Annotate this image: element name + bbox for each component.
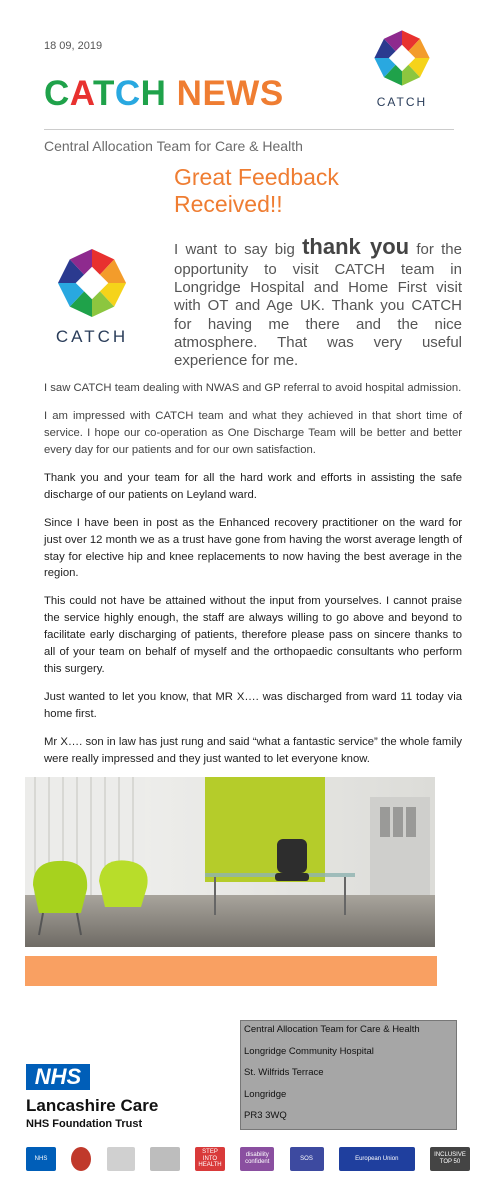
partner-logo: NHS (26, 1147, 56, 1171)
catch-polygon-icon (50, 246, 134, 320)
header-divider (44, 129, 454, 130)
nhs-badge: NHS (26, 1064, 90, 1090)
feedback-body (44, 380, 462, 779)
catch-logo-mid (50, 246, 134, 347)
title-letter: C (114, 74, 141, 113)
trust-subtitle: NHS Foundation Trust (26, 1118, 143, 1130)
title-letter: N (176, 74, 203, 113)
title-letter: H (140, 74, 167, 113)
title-letter: A (69, 74, 93, 113)
headline-line-2: Received!! (174, 191, 283, 218)
catch-logo-text: CATCH (376, 95, 428, 109)
address-line: Central Allocation Team for Care & Health (244, 1024, 420, 1035)
catch-logo-text: CATCH (55, 327, 129, 346)
quote-lead: I want to say big (174, 241, 303, 258)
quote-emphasis: thank you (302, 234, 410, 259)
subtitle: Central Allocation Team for Care & Health (44, 138, 303, 154)
paragraph: Mr X…. son in law has just rung and said “what a fantastic service” the whole family were really impressed and they just wanted to let everyone know. (44, 735, 462, 765)
partner-logo (107, 1147, 135, 1171)
title-letter: E (202, 74, 227, 113)
address-line: Longridge Community Hospital (244, 1045, 374, 1057)
partner-logo: SOS (290, 1147, 324, 1171)
trust-logo (26, 1064, 158, 1130)
paragraph: Just wanted to let you know, that MR X…. was discharged from ward 11 today via home first. (44, 691, 462, 720)
partner-logo: disability confident (240, 1147, 274, 1171)
partner-logo (150, 1147, 180, 1171)
paragraph: This could not have be attained without the input from yourselves. I cannot praise the service highly enough, the staff are always willing to go above and beyond to facilitate early discharging of patients, therefore please pass on sincere thanks to all of your team on behalf of myself and the orthopaedic consultants who perform this surgery. (44, 595, 462, 676)
partner-logo: INCLUSIVE TOP 50 (430, 1147, 470, 1171)
partner-logo: STEP INTO HEALTH (195, 1147, 225, 1171)
partner-logo: European Union (339, 1147, 415, 1171)
paragraph: I saw CATCH team dealing with NWAS and GP referral to avoid hospital admission. (44, 382, 462, 394)
title-letter: S (259, 74, 284, 113)
contact-address (240, 1020, 457, 1130)
paragraph: Since I have been in post as the Enhanced recovery practitioner on the ward for just over 12 month we as a trust have gone from having the worst average length of stay for elective hip and knee replacements to now having the best average in the region. (44, 516, 462, 580)
quote-rest: for the opportunity to visit CATCH team in Longridge Hospital and Home First visit with OT and Age UK. Thank you CATCH for having me there and the nice atmosphere. That was very useful experience for me. (174, 241, 462, 370)
newsletter-title (44, 76, 284, 111)
title-letter: C (44, 74, 70, 113)
paragraph: Thank you and your team for all the hard work and efforts in assisting the safe discharge of our patients on Leyland ward. (44, 471, 462, 501)
address-line: Longridge (244, 1088, 287, 1100)
accent-bar (25, 956, 437, 986)
address-line: PR3 3WQ (244, 1110, 287, 1121)
office-photo (25, 777, 435, 947)
catch-polygon-icon (368, 28, 436, 88)
feedback-quote (174, 234, 462, 371)
title-letter (166, 74, 176, 113)
issue-date: 18 09, 2019 (44, 40, 103, 52)
paragraph: I am impressed with CATCH team and what they achieved in that short time of service. I hope our co-operation as One Discharge Team will be better and better every day for our patients and for our own satisfaction. (44, 409, 462, 456)
title-letter: W (226, 74, 260, 113)
headline-line-1: Great Feedback (174, 164, 339, 190)
partner-logo (71, 1147, 91, 1171)
title-letter: T (92, 74, 115, 113)
feature-headline (174, 164, 339, 218)
catch-logo-top (368, 28, 436, 109)
address-line: St. Wilfrids Terrace (244, 1067, 324, 1078)
trust-name: Lancashire Care (26, 1096, 159, 1115)
partner-logos (26, 1142, 470, 1176)
